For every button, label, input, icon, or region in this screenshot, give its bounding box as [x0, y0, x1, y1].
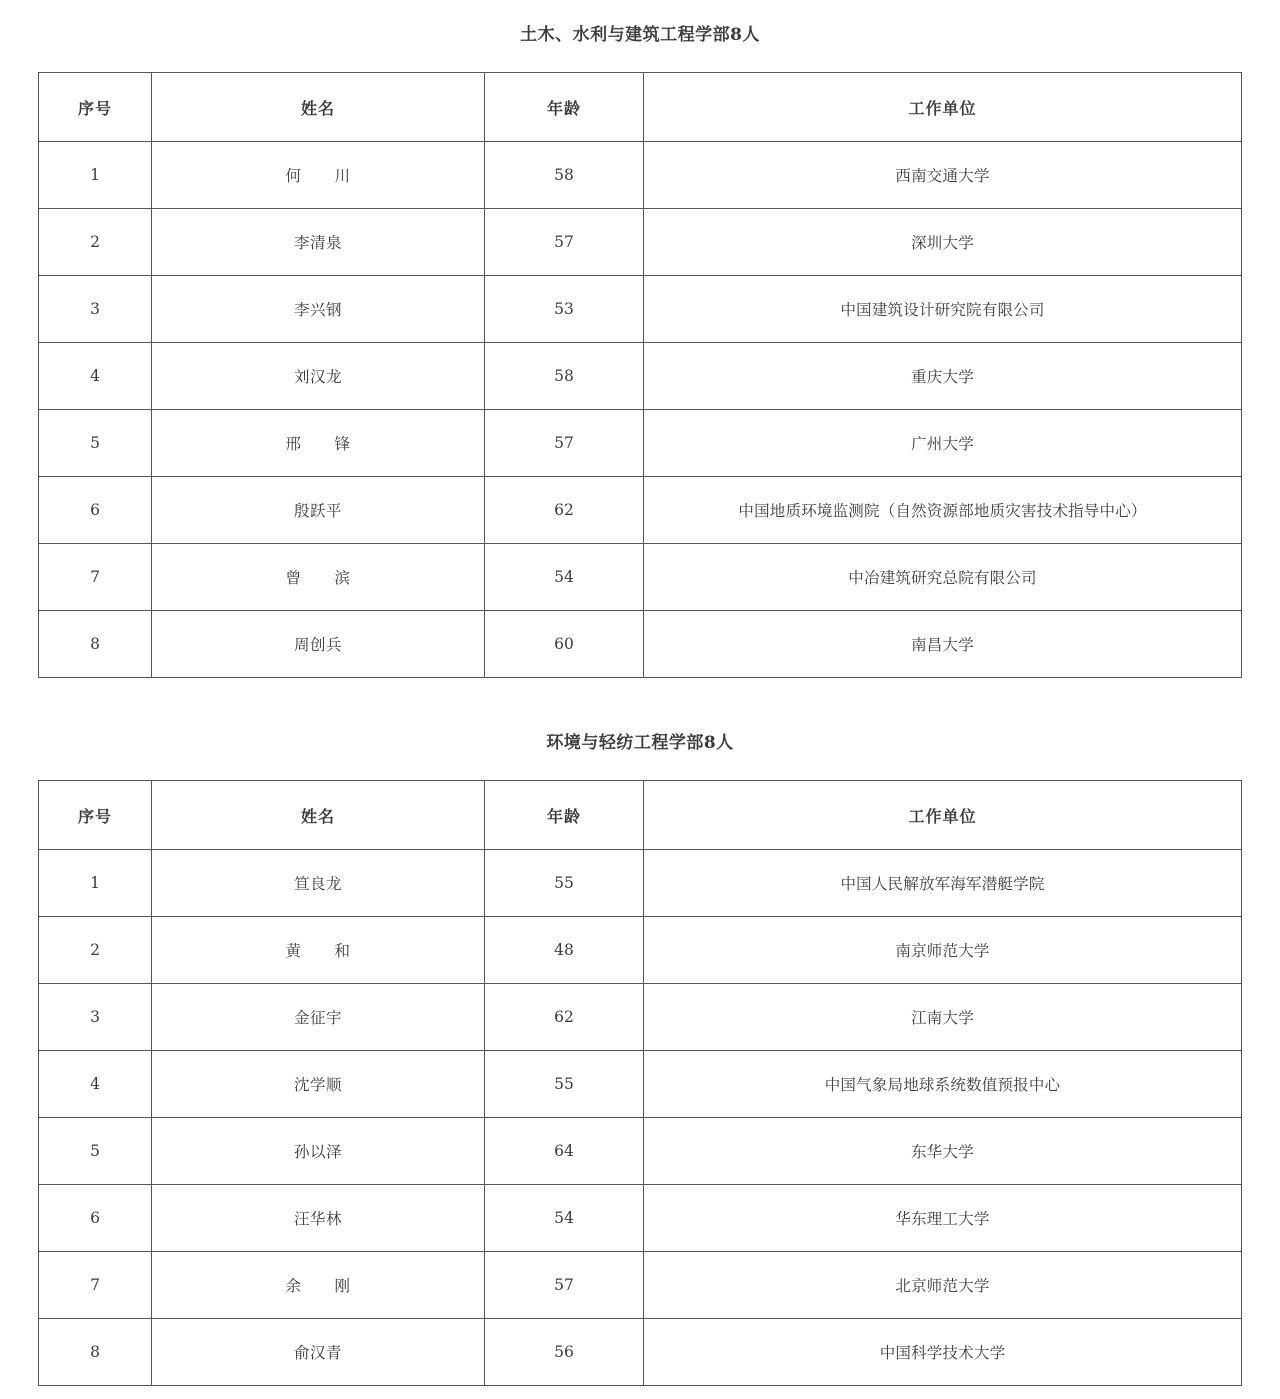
- cell-unit: 深圳大学: [644, 209, 1242, 276]
- column-header-no: 序号: [39, 73, 152, 142]
- cell-name: 孙以泽: [152, 1118, 485, 1185]
- cell-age: 55: [485, 850, 644, 917]
- cell-no: 2: [39, 917, 152, 984]
- cell-age: 55: [485, 1051, 644, 1118]
- table-row: [39, 410, 1242, 477]
- cell-name: 周创兵: [152, 611, 485, 678]
- cell-unit: 东华大学: [644, 1118, 1242, 1185]
- cell-no: 4: [39, 1051, 152, 1118]
- cell-age: 54: [485, 544, 644, 611]
- cell-unit: 中国气象局地球系统数值预报中心: [644, 1051, 1242, 1118]
- cell-no: 7: [39, 1252, 152, 1319]
- table-row: [39, 1252, 1242, 1319]
- cell-unit: 中冶建筑研究总院有限公司: [644, 544, 1242, 611]
- cell-age: 48: [485, 917, 644, 984]
- cell-no: 4: [39, 343, 152, 410]
- name-text: 余刚: [285, 1277, 351, 1295]
- cell-no: 1: [39, 850, 152, 917]
- cell-age: 54: [485, 1185, 644, 1252]
- cell-age: 58: [485, 142, 644, 209]
- section-title: 土木、水利与建筑工程学部8人: [520, 25, 760, 45]
- cell-unit: 中国地质环境监测院（自然资源部地质灾害技术指导中心）: [644, 477, 1242, 544]
- column-header-no: 序号: [39, 781, 152, 850]
- cell-no: 8: [39, 1319, 152, 1386]
- cell-no: 2: [39, 209, 152, 276]
- cell-unit: 华东理工大学: [644, 1185, 1242, 1252]
- table-row: [39, 611, 1242, 678]
- cell-no: 5: [39, 410, 152, 477]
- roster-table-1: [38, 72, 1242, 678]
- cell-no: 3: [39, 984, 152, 1051]
- cell-unit: 中国科学技术大学: [644, 1319, 1242, 1386]
- cell-no: 6: [39, 477, 152, 544]
- table-row: [39, 984, 1242, 1051]
- column-header-age: 年龄: [485, 73, 644, 142]
- cell-no: 8: [39, 611, 152, 678]
- table-header: [39, 73, 1242, 142]
- cell-unit: 南京师范大学: [644, 917, 1242, 984]
- cell-unit: 南昌大学: [644, 611, 1242, 678]
- section-civil-engineering: [0, 0, 1280, 678]
- cell-unit: 中国建筑设计研究院有限公司: [644, 276, 1242, 343]
- cell-unit: 北京师范大学: [644, 1252, 1242, 1319]
- table-wrapper: [38, 752, 1242, 1386]
- cell-name: 笪良龙: [152, 850, 485, 917]
- cell-name: 刘汉龙: [152, 343, 485, 410]
- cell-unit: 江南大学: [644, 984, 1242, 1051]
- cell-no: 1: [39, 142, 152, 209]
- cell-no: 5: [39, 1118, 152, 1185]
- table-row: [39, 1185, 1242, 1252]
- table-wrapper: [38, 44, 1242, 678]
- cell-name: 李兴钢: [152, 276, 485, 343]
- name-text: 黄和: [285, 942, 351, 960]
- cell-age: 60: [485, 611, 644, 678]
- cell-name: 沈学顺: [152, 1051, 485, 1118]
- column-header-name: 姓名: [152, 781, 485, 850]
- table-row: [39, 544, 1242, 611]
- table-row: [39, 850, 1242, 917]
- table-row: [39, 209, 1242, 276]
- column-header-age: 年龄: [485, 781, 644, 850]
- cell-age: 64: [485, 1118, 644, 1185]
- cell-name: 李清泉: [152, 209, 485, 276]
- cell-name: [152, 142, 485, 209]
- cell-age: 56: [485, 1319, 644, 1386]
- table-row: [39, 343, 1242, 410]
- cell-name: 殷跃平: [152, 477, 485, 544]
- cell-name: [152, 544, 485, 611]
- table-row: [39, 917, 1242, 984]
- cell-age: 57: [485, 209, 644, 276]
- table-row: [39, 276, 1242, 343]
- cell-name: 金征宇: [152, 984, 485, 1051]
- table-body: [39, 850, 1242, 1386]
- column-header-name: 姓名: [152, 73, 485, 142]
- cell-age: 62: [485, 984, 644, 1051]
- table-row: [39, 1118, 1242, 1185]
- cell-name: 俞汉青: [152, 1319, 485, 1386]
- roster-table-2: [38, 780, 1242, 1386]
- cell-unit: 重庆大学: [644, 343, 1242, 410]
- table-row: [39, 1051, 1242, 1118]
- cell-age: 62: [485, 477, 644, 544]
- table-row: [39, 1319, 1242, 1386]
- cell-name: [152, 917, 485, 984]
- table-header: [39, 781, 1242, 850]
- cell-unit: 中国人民解放军海军潜艇学院: [644, 850, 1242, 917]
- cell-unit: 广州大学: [644, 410, 1242, 477]
- header-row: [39, 781, 1242, 850]
- cell-age: 58: [485, 343, 644, 410]
- name-text: 邢锋: [285, 435, 351, 453]
- column-header-unit: 工作单位: [644, 781, 1242, 850]
- cell-no: 3: [39, 276, 152, 343]
- cell-age: 57: [485, 1252, 644, 1319]
- header-row: [39, 73, 1242, 142]
- name-text: 何川: [285, 167, 351, 185]
- cell-no: 6: [39, 1185, 152, 1252]
- table-row: [39, 142, 1242, 209]
- table-row: [39, 477, 1242, 544]
- name-text: 曾滨: [285, 569, 351, 587]
- cell-age: 57: [485, 410, 644, 477]
- section-title: 环境与轻纺工程学部8人: [546, 733, 734, 753]
- cell-name: 汪华林: [152, 1185, 485, 1252]
- cell-unit: 西南交通大学: [644, 142, 1242, 209]
- cell-name: [152, 410, 485, 477]
- column-header-unit: 工作单位: [644, 73, 1242, 142]
- table-body: [39, 142, 1242, 678]
- cell-age: 53: [485, 276, 644, 343]
- cell-no: 7: [39, 544, 152, 611]
- section-environment-textile: [0, 678, 1280, 1386]
- cell-name: [152, 1252, 485, 1319]
